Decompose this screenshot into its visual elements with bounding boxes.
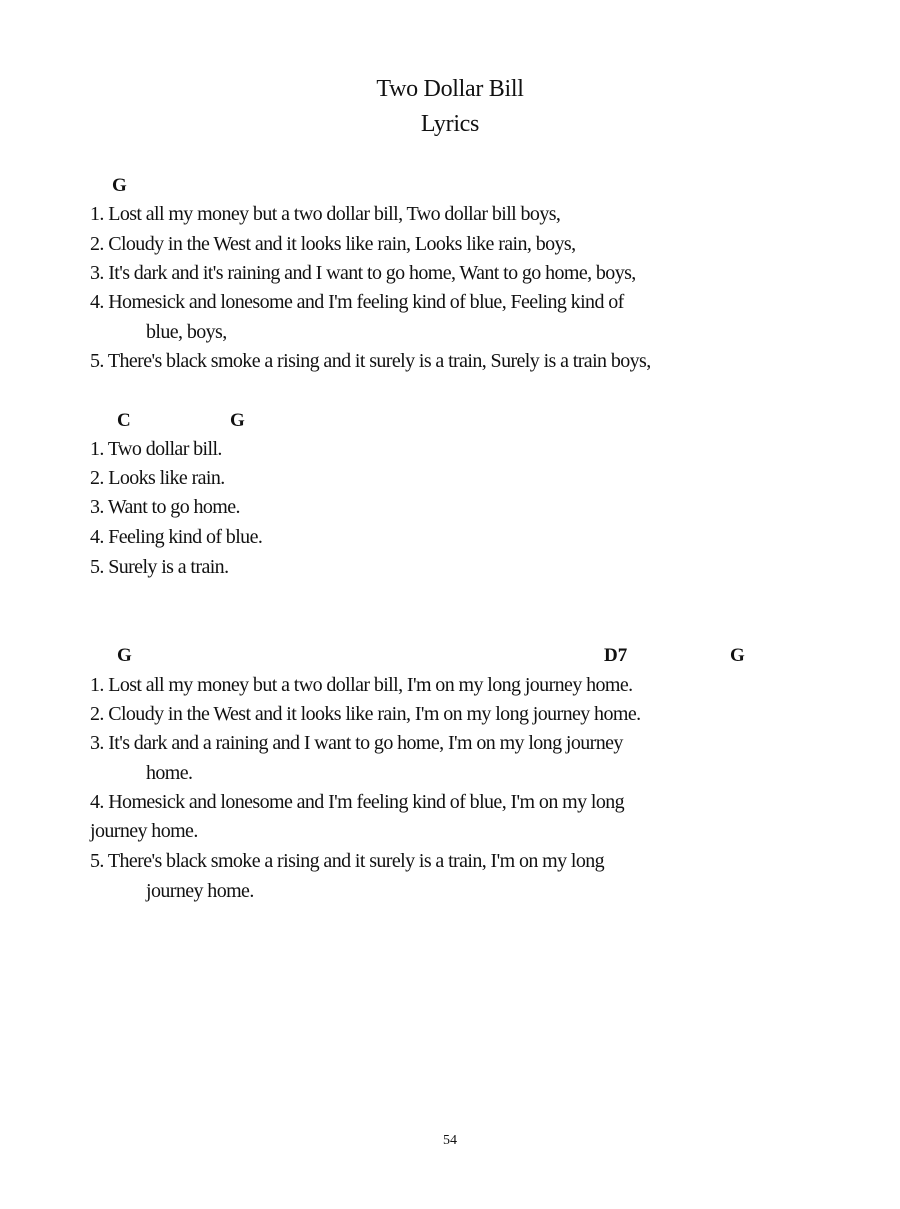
chord-row-1	[0, 175, 900, 199]
page-number: 54	[443, 1133, 457, 1148]
song-subtitle: Lyrics	[420, 111, 480, 137]
refrain-line-2: 2. Looks like rain.	[90, 467, 225, 489]
chord-row-3	[0, 645, 900, 669]
verse-line-2: 2. Cloudy in the West and it looks like rain, Looks like rain, boys,	[90, 233, 576, 255]
chorus-line-5-continued: journey home.	[146, 880, 254, 902]
chord-row-2	[0, 410, 900, 434]
refrain-line-5: 5. Surely is a train.	[90, 556, 229, 578]
verse-line-5: 5. There's black smoke a rising and it surely is a train, Surely is a train boys,	[90, 350, 651, 372]
refrain-line-1: 1. Two dollar bill.	[90, 438, 222, 460]
chord-g: G	[117, 645, 132, 666]
chorus-line-3: 3. It's dark and a raining and I want to go home, I'm on my long journey	[90, 732, 623, 754]
chord-g: G	[730, 645, 745, 666]
chorus-line-4: 4. Homesick and lonesome and I'm feeling kind of blue, I'm on my long	[90, 791, 625, 813]
song-title: Two Dollar Bill	[376, 76, 524, 102]
chorus-line-3-continued: home.	[146, 762, 193, 784]
chord-c: C	[117, 410, 131, 431]
refrain-line-4: 4. Feeling kind of blue.	[90, 526, 263, 548]
chorus-line-5: 5. There's black smoke a rising and it surely is a train, I'm on my long	[90, 850, 605, 872]
chord-d7: D7	[604, 645, 628, 666]
verse-line-4: 4. Homesick and lonesome and I'm feeling kind of blue, Feeling kind of	[90, 291, 624, 313]
verse-line-4-continued: blue, boys,	[146, 321, 227, 343]
chorus-line-1: 1. Lost all my money but a two dollar bill, I'm on my long journey home.	[90, 674, 633, 696]
refrain-line-3: 3. Want to go home.	[90, 496, 240, 518]
verse-line-3: 3. It's dark and it's raining and I want to go home, Want to go home, boys,	[90, 262, 636, 284]
verse-line-1: 1. Lost all my money but a two dollar bill, Two dollar bill boys,	[90, 203, 561, 225]
chorus-line-4-continued: journey home.	[90, 820, 198, 842]
chord-g: G	[230, 410, 245, 431]
chord-g: G	[112, 175, 127, 196]
chorus-line-2: 2. Cloudy in the West and it looks like rain, I'm on my long journey home.	[90, 703, 641, 725]
